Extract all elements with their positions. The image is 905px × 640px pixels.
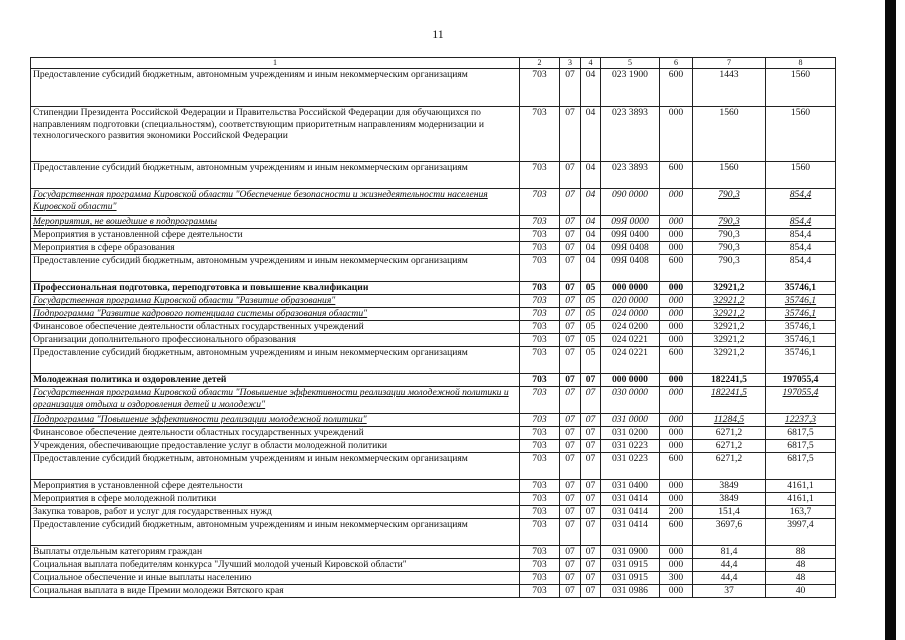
code-section: 07: [560, 321, 581, 334]
amount-col-8: 35746,1: [766, 308, 836, 321]
code-target: 09Я 0400: [601, 229, 660, 242]
code-expense-type: 600: [660, 347, 693, 374]
column-header: 4: [581, 58, 601, 69]
amount-col-8: 6817,5: [766, 427, 836, 440]
row-name: Организации дополнительного профессионального образования: [31, 334, 520, 347]
code-target: 031 0915: [601, 572, 660, 585]
table-row: [31, 162, 836, 189]
amount-col-7: 44,4: [693, 559, 766, 572]
code-section: 07: [560, 216, 581, 229]
code-admin: 703: [520, 255, 560, 282]
table-row: [31, 189, 836, 216]
code-section: 07: [560, 255, 581, 282]
code-subsection: 07: [581, 427, 601, 440]
amount-col-8: 12237,3: [766, 414, 836, 427]
code-section: 07: [560, 242, 581, 255]
page-number: 11: [432, 27, 444, 41]
column-header: 2: [520, 58, 560, 69]
amount-col-8: 35746,1: [766, 295, 836, 308]
code-admin: 703: [520, 216, 560, 229]
code-target: 031 0900: [601, 546, 660, 559]
table-row: [31, 216, 836, 229]
code-section: 07: [560, 374, 581, 387]
code-subsection: 05: [581, 321, 601, 334]
code-expense-type: 000: [660, 107, 693, 162]
amount-col-8: 35746,1: [766, 321, 836, 334]
column-header: 5: [601, 58, 660, 69]
row-name: Мероприятия в сфере образования: [31, 242, 520, 255]
code-admin: 703: [520, 414, 560, 427]
amount-col-8: 3997,4: [766, 519, 836, 546]
code-target: 031 0223: [601, 440, 660, 453]
amount-col-8: 1560: [766, 69, 836, 107]
code-expense-type: 300: [660, 572, 693, 585]
table-row: [31, 493, 836, 506]
code-subsection: 07: [581, 374, 601, 387]
amount-col-7: 182241,5: [693, 374, 766, 387]
table-row: [31, 347, 836, 374]
code-admin: 703: [520, 506, 560, 519]
code-expense-type: 000: [660, 334, 693, 347]
code-target: 09Я 0408: [601, 255, 660, 282]
code-target: 024 0221: [601, 334, 660, 347]
table-row: [31, 282, 836, 295]
code-section: 07: [560, 334, 581, 347]
row-name: Мероприятия в сфере молодежной политики: [31, 493, 520, 506]
code-subsection: 05: [581, 308, 601, 321]
code-subsection: 07: [581, 546, 601, 559]
column-header: 6: [660, 58, 693, 69]
code-expense-type: 000: [660, 480, 693, 493]
amount-col-7: 182241,5: [693, 387, 766, 414]
row-name: Предоставление субсидий бюджетным, автономным учреждениям и иным некоммерческим организациям: [31, 453, 520, 480]
code-section: 07: [560, 585, 581, 598]
row-name: Государственная программа Кировской области "Повышение эффективности реализации молодежной политики и организация отдыха и оздоровления детей и молодежи": [31, 387, 520, 414]
code-subsection: 04: [581, 162, 601, 189]
amount-col-8: 4161,1: [766, 493, 836, 506]
amount-col-8: 1560: [766, 107, 836, 162]
code-section: 07: [560, 308, 581, 321]
code-subsection: 04: [581, 107, 601, 162]
code-admin: 703: [520, 107, 560, 162]
row-name: Предоставление субсидий бюджетным, автономным учреждениям и иным некоммерческим организациям: [31, 162, 520, 189]
code-section: 07: [560, 453, 581, 480]
table-row: [31, 559, 836, 572]
amount-col-7: 32921,2: [693, 308, 766, 321]
code-admin: 703: [520, 480, 560, 493]
amount-col-7: 37: [693, 585, 766, 598]
code-section: 07: [560, 229, 581, 242]
amount-col-7: 1560: [693, 107, 766, 162]
code-subsection: 05: [581, 334, 601, 347]
amount-col-7: 32921,2: [693, 334, 766, 347]
row-name: Мероприятия в установленной сфере деятельности: [31, 229, 520, 242]
table-row: [31, 107, 836, 162]
amount-col-8: 6817,5: [766, 440, 836, 453]
code-target: 000 0000: [601, 282, 660, 295]
code-section: 07: [560, 189, 581, 216]
column-header: 3: [560, 58, 581, 69]
amount-col-8: 35746,1: [766, 347, 836, 374]
code-admin: 703: [520, 308, 560, 321]
code-admin: 703: [520, 162, 560, 189]
code-admin: 703: [520, 559, 560, 572]
code-expense-type: 000: [660, 295, 693, 308]
row-name: Профессиональная подготовка, переподготовка и повышение квалификации: [31, 282, 520, 295]
amount-col-8: 1560: [766, 162, 836, 189]
row-name: Социальная выплата в виде Премии молодежи Вятского края: [31, 585, 520, 598]
code-subsection: 07: [581, 387, 601, 414]
code-admin: 703: [520, 546, 560, 559]
code-target: 090 0000: [601, 189, 660, 216]
code-expense-type: 600: [660, 519, 693, 546]
code-admin: 703: [520, 387, 560, 414]
code-expense-type: 000: [660, 427, 693, 440]
code-expense-type: 600: [660, 69, 693, 107]
row-name: Предоставление субсидий бюджетным, автономным учреждениям и иным некоммерческим организациям: [31, 519, 520, 546]
scan-edge-bar: [885, 0, 896, 640]
table-row: [31, 229, 836, 242]
code-target: 031 0986: [601, 585, 660, 598]
code-admin: 703: [520, 519, 560, 546]
amount-col-7: 6271,2: [693, 453, 766, 480]
table-row: [31, 519, 836, 546]
code-target: 031 0414: [601, 493, 660, 506]
code-subsection: 07: [581, 572, 601, 585]
code-subsection: 04: [581, 255, 601, 282]
code-expense-type: 000: [660, 321, 693, 334]
row-name: Финансовое обеспечение деятельности областных государственных учреждений: [31, 321, 520, 334]
code-subsection: 07: [581, 414, 601, 427]
amount-col-8: 197055,4: [766, 387, 836, 414]
row-name: Финансовое обеспечение деятельности областных государственных учреждений: [31, 427, 520, 440]
code-target: 031 0223: [601, 453, 660, 480]
code-expense-type: 000: [660, 216, 693, 229]
table-row: [31, 374, 836, 387]
code-target: 024 0000: [601, 308, 660, 321]
table-row: [31, 255, 836, 282]
code-subsection: 07: [581, 453, 601, 480]
code-admin: 703: [520, 572, 560, 585]
code-target: 023 3893: [601, 107, 660, 162]
code-expense-type: 000: [660, 282, 693, 295]
amount-col-8: 48: [766, 572, 836, 585]
row-name: Предоставление субсидий бюджетным, автономным учреждениям и иным некоммерческим организациям: [31, 69, 520, 107]
amount-col-8: 88: [766, 546, 836, 559]
code-section: 07: [560, 480, 581, 493]
code-admin: 703: [520, 347, 560, 374]
code-admin: 703: [520, 295, 560, 308]
row-name: Предоставление субсидий бюджетным, автономным учреждениям и иным некоммерческим организациям: [31, 347, 520, 374]
amount-col-8: 6817,5: [766, 453, 836, 480]
code-section: 07: [560, 519, 581, 546]
code-section: 07: [560, 282, 581, 295]
row-name: Мероприятия в установленной сфере деятельности: [31, 480, 520, 493]
code-expense-type: 000: [660, 493, 693, 506]
code-section: 07: [560, 427, 581, 440]
code-section: 07: [560, 347, 581, 374]
code-subsection: 05: [581, 295, 601, 308]
code-expense-type: 000: [660, 242, 693, 255]
code-subsection: 04: [581, 189, 601, 216]
code-expense-type: 600: [660, 162, 693, 189]
code-subsection: 07: [581, 559, 601, 572]
code-expense-type: 000: [660, 559, 693, 572]
amount-col-7: 790,3: [693, 255, 766, 282]
code-section: 07: [560, 493, 581, 506]
amount-col-8: 854,4: [766, 255, 836, 282]
table-row: [31, 440, 836, 453]
code-section: 07: [560, 559, 581, 572]
code-target: 031 0400: [601, 480, 660, 493]
column-header: 8: [766, 58, 836, 69]
code-admin: 703: [520, 453, 560, 480]
code-subsection: 07: [581, 506, 601, 519]
amount-col-7: 3849: [693, 480, 766, 493]
amount-col-7: 44,4: [693, 572, 766, 585]
table-row: [31, 295, 836, 308]
code-section: 07: [560, 107, 581, 162]
amount-col-7: 32921,2: [693, 282, 766, 295]
amount-col-7: 81,4: [693, 546, 766, 559]
amount-col-8: 35746,1: [766, 282, 836, 295]
amount-col-7: 32921,2: [693, 347, 766, 374]
amount-col-7: 1443: [693, 69, 766, 107]
code-subsection: 07: [581, 440, 601, 453]
amount-col-7: 790,3: [693, 229, 766, 242]
row-name: Закупка товаров, работ и услуг для государственных нужд: [31, 506, 520, 519]
row-name: Молодежная политика и оздоровление детей: [31, 374, 520, 387]
code-admin: 703: [520, 334, 560, 347]
amount-col-7: 1560: [693, 162, 766, 189]
amount-col-7: 6271,2: [693, 427, 766, 440]
code-subsection: 04: [581, 242, 601, 255]
code-expense-type: 000: [660, 546, 693, 559]
code-expense-type: 000: [660, 414, 693, 427]
column-header: 7: [693, 58, 766, 69]
amount-col-8: 854,4: [766, 216, 836, 229]
code-admin: 703: [520, 229, 560, 242]
budget-table: [30, 57, 836, 598]
amount-col-7: 790,3: [693, 189, 766, 216]
code-subsection: 05: [581, 282, 601, 295]
header-row: [31, 58, 836, 69]
code-admin: 703: [520, 440, 560, 453]
amount-col-8: 197055,4: [766, 374, 836, 387]
amount-col-7: 790,3: [693, 216, 766, 229]
code-subsection: 07: [581, 519, 601, 546]
row-name: Выплаты отдельным категориям граждан: [31, 546, 520, 559]
amount-col-8: 854,4: [766, 229, 836, 242]
amount-col-7: 790,3: [693, 242, 766, 255]
table-row: [31, 585, 836, 598]
code-admin: 703: [520, 427, 560, 440]
code-subsection: 07: [581, 480, 601, 493]
code-expense-type: 200: [660, 506, 693, 519]
code-section: 07: [560, 414, 581, 427]
code-target: 031 0414: [601, 519, 660, 546]
table-body: [31, 69, 836, 598]
code-subsection: 04: [581, 229, 601, 242]
amount-col-8: 48: [766, 559, 836, 572]
amount-col-8: 35746,1: [766, 334, 836, 347]
code-admin: 703: [520, 321, 560, 334]
code-subsection: 07: [581, 493, 601, 506]
row-name: Мероприятия, не вошедшие в подпрограммы: [31, 216, 520, 229]
code-target: 023 1900: [601, 69, 660, 107]
code-target: 031 0915: [601, 559, 660, 572]
code-expense-type: 000: [660, 229, 693, 242]
table-row: [31, 69, 836, 107]
code-section: 07: [560, 387, 581, 414]
code-subsection: 07: [581, 585, 601, 598]
code-target: 031 0414: [601, 506, 660, 519]
code-subsection: 04: [581, 216, 601, 229]
code-expense-type: 000: [660, 189, 693, 216]
code-target: 000 0000: [601, 374, 660, 387]
code-target: 031 0000: [601, 414, 660, 427]
amount-col-7: 6271,2: [693, 440, 766, 453]
row-name: Социальная выплата победителям конкурса "Лучший молодой ученый Кировской области": [31, 559, 520, 572]
code-target: 023 3893: [601, 162, 660, 189]
amount-col-8: 854,4: [766, 189, 836, 216]
column-header: 1: [31, 58, 520, 69]
table-row: [31, 334, 836, 347]
code-section: 07: [560, 295, 581, 308]
table-row: [31, 387, 836, 414]
row-name: Государственная программа Кировской области "Обеспечение безопасности и жизнедеятельности населения Кировской области": [31, 189, 520, 216]
table-row: [31, 427, 836, 440]
code-subsection: 05: [581, 347, 601, 374]
amount-col-7: 32921,2: [693, 321, 766, 334]
code-admin: 703: [520, 374, 560, 387]
amount-col-7: 32921,2: [693, 295, 766, 308]
code-section: 07: [560, 546, 581, 559]
amount-col-7: 11284,5: [693, 414, 766, 427]
code-expense-type: 000: [660, 387, 693, 414]
code-admin: 703: [520, 585, 560, 598]
amount-col-7: 151,4: [693, 506, 766, 519]
amount-col-7: 3849: [693, 493, 766, 506]
row-name: Социальное обеспечение и иные выплаты населению: [31, 572, 520, 585]
code-admin: 703: [520, 189, 560, 216]
row-name: Стипендии Президента Российской Федерации и Правительства Российской Федерации для обучающихся по направлениям подготовки (специальностям), соответствующим приоритетным направлениям модернизации и технологического развития экономики Российской Федерации: [31, 107, 520, 162]
code-admin: 703: [520, 493, 560, 506]
table-row: [31, 480, 836, 493]
code-section: 07: [560, 162, 581, 189]
code-section: 07: [560, 440, 581, 453]
row-name: Подпрограмма "Повышение эффективности реализации молодежной политики": [31, 414, 520, 427]
table-row: [31, 321, 836, 334]
code-admin: 703: [520, 242, 560, 255]
row-name: Подпрограмма "Развитие кадрового потенциала системы образования области": [31, 308, 520, 321]
code-expense-type: 000: [660, 440, 693, 453]
code-target: 09Я 0000: [601, 216, 660, 229]
table-row: [31, 506, 836, 519]
code-target: 024 0221: [601, 347, 660, 374]
table-row: [31, 453, 836, 480]
table-row: [31, 572, 836, 585]
code-section: 07: [560, 69, 581, 107]
code-expense-type: 000: [660, 374, 693, 387]
table-row: [31, 546, 836, 559]
amount-col-8: 163,7: [766, 506, 836, 519]
code-subsection: 04: [581, 69, 601, 107]
code-target: 030 0000: [601, 387, 660, 414]
code-target: 020 0000: [601, 295, 660, 308]
code-expense-type: 600: [660, 453, 693, 480]
row-name: Учреждения, обеспечивающие предоставление услуг в области молодежной политики: [31, 440, 520, 453]
amount-col-8: 854,4: [766, 242, 836, 255]
table-row: [31, 414, 836, 427]
code-target: 024 0200: [601, 321, 660, 334]
code-expense-type: 000: [660, 308, 693, 321]
code-target: 09Я 0408: [601, 242, 660, 255]
code-section: 07: [560, 506, 581, 519]
table-row: [31, 242, 836, 255]
code-admin: 703: [520, 69, 560, 107]
code-expense-type: 600: [660, 255, 693, 282]
table-row: [31, 308, 836, 321]
code-admin: 703: [520, 282, 560, 295]
amount-col-7: 3697,6: [693, 519, 766, 546]
code-expense-type: 000: [660, 585, 693, 598]
code-section: 07: [560, 572, 581, 585]
row-name: Предоставление субсидий бюджетным, автономным учреждениям и иным некоммерческим организациям: [31, 255, 520, 282]
amount-col-8: 4161,1: [766, 480, 836, 493]
code-target: 031 0200: [601, 427, 660, 440]
row-name: Государственная программа Кировской области "Развитие образования": [31, 295, 520, 308]
amount-col-8: 40: [766, 585, 836, 598]
